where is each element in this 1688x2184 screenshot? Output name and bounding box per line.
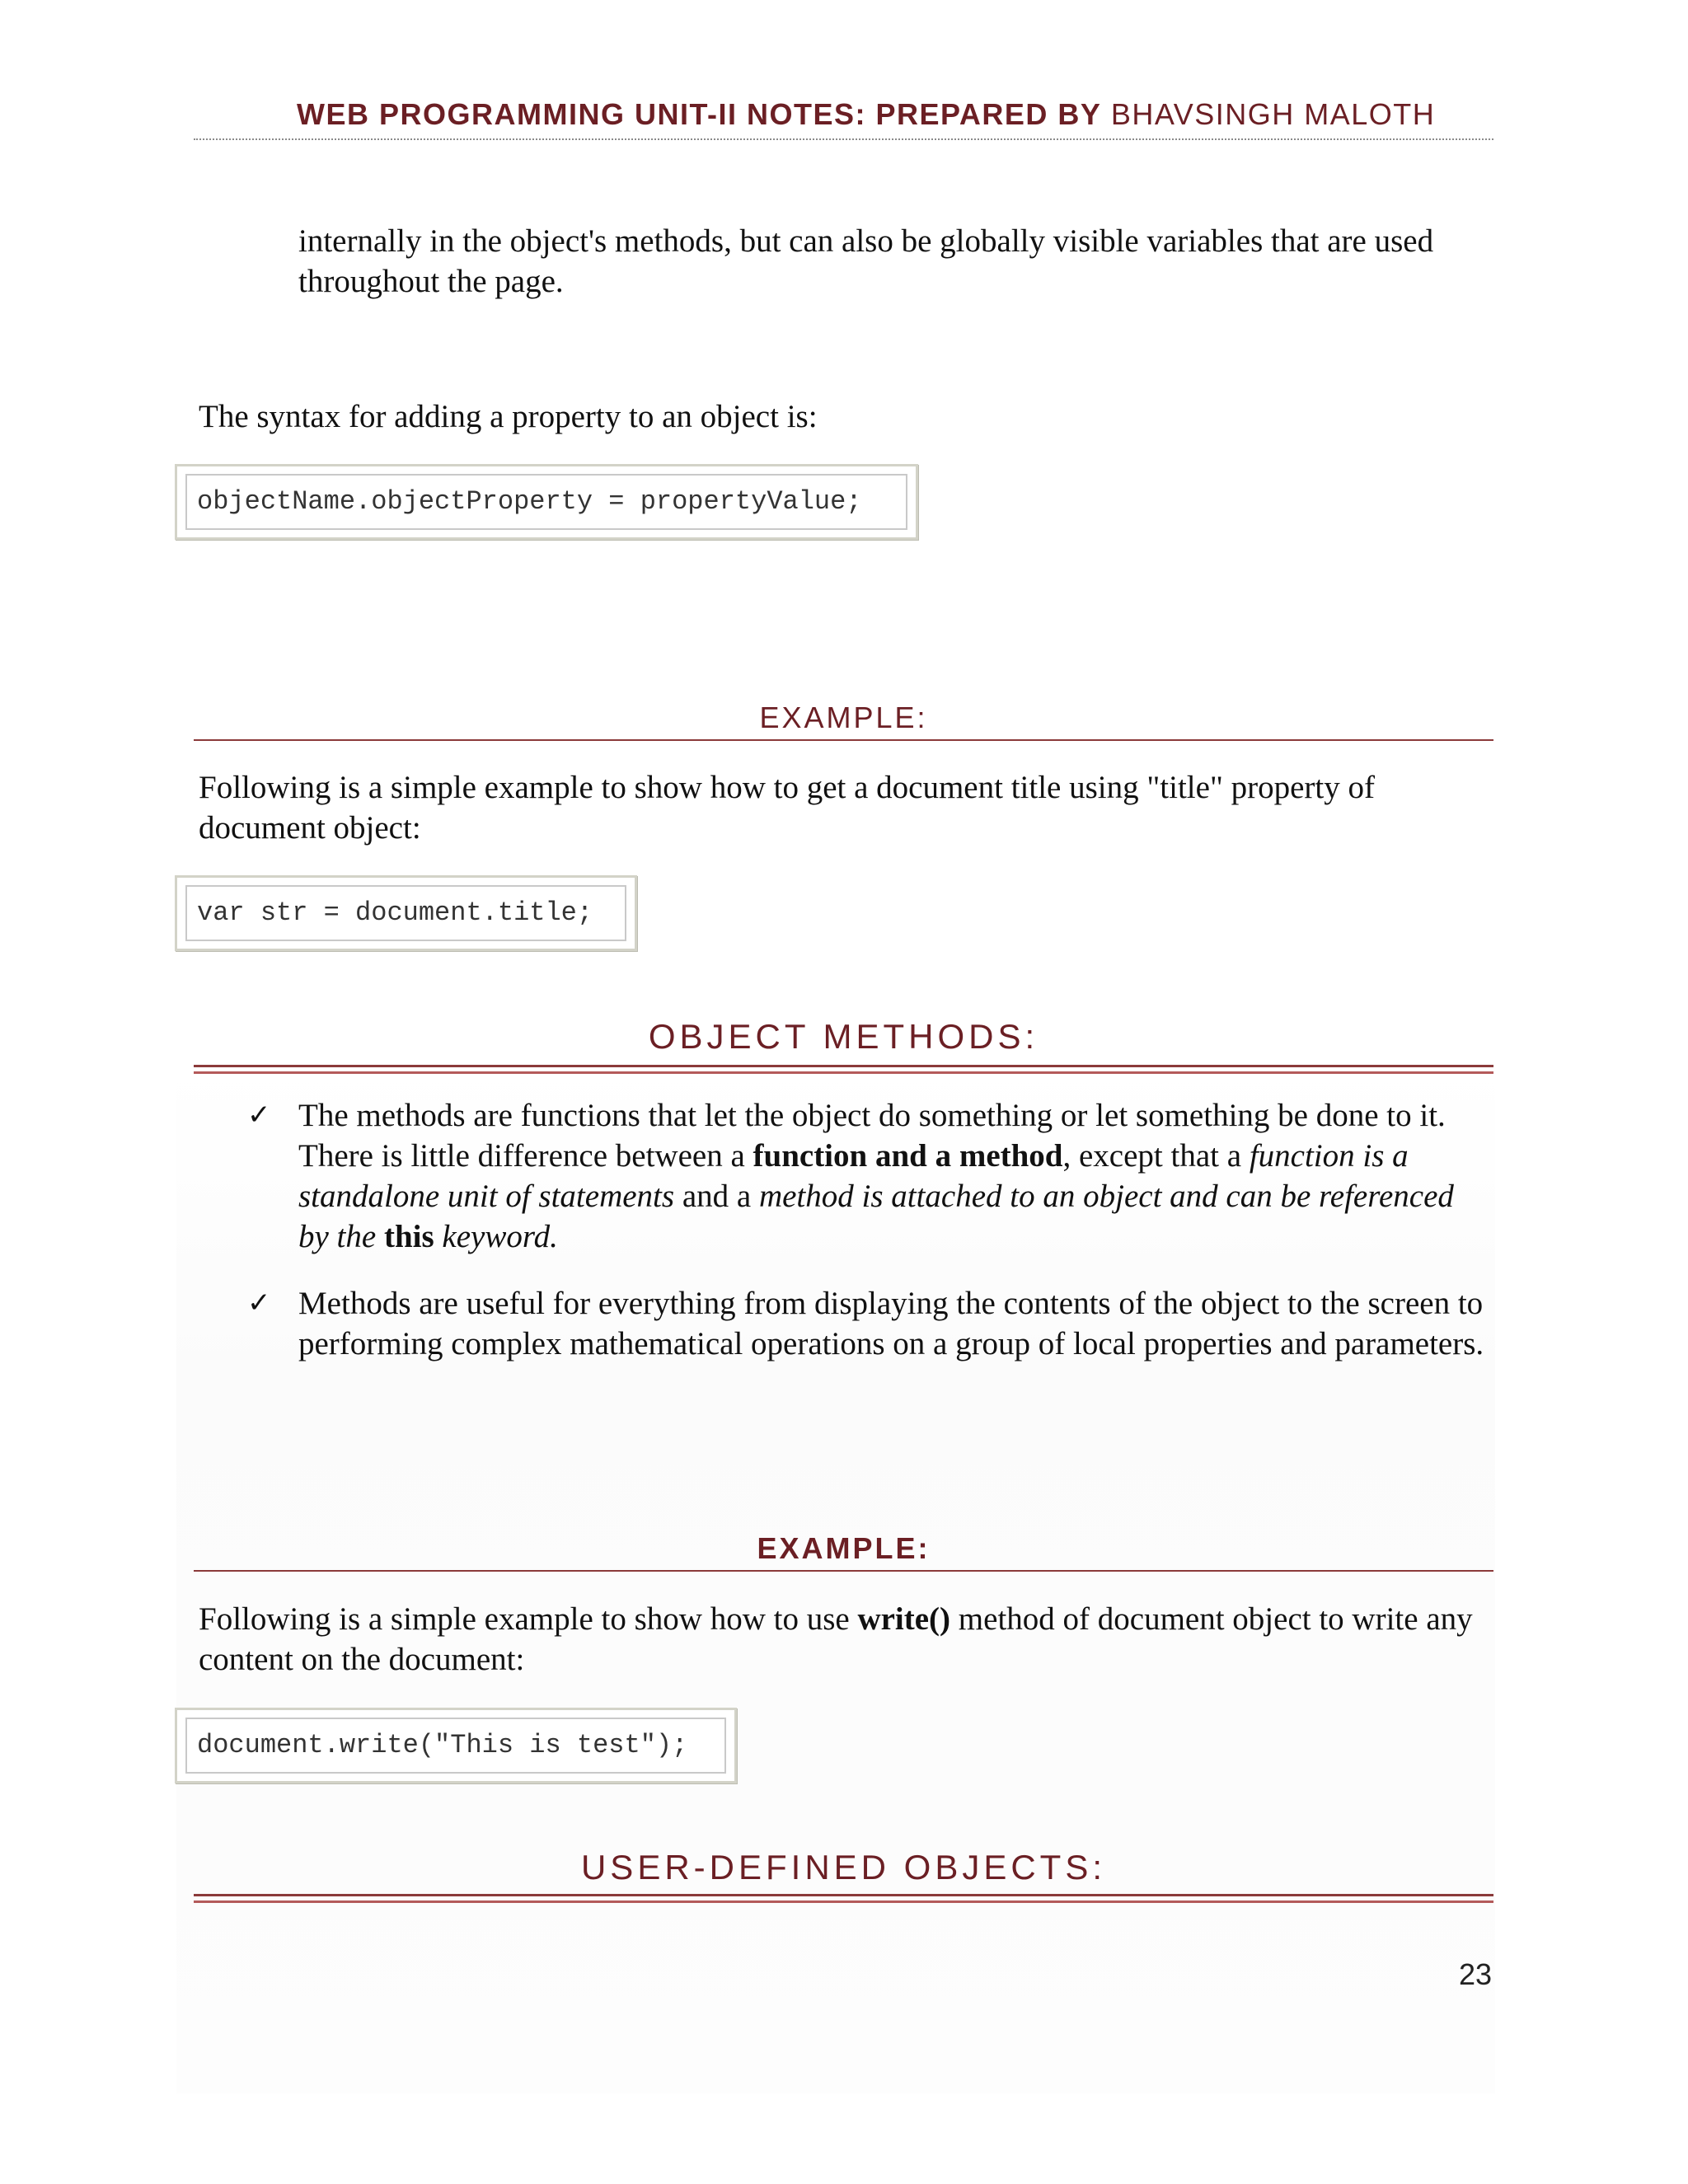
- bullet-italic-text: keyword.: [434, 1219, 558, 1254]
- code-text: document.write("This is test");: [185, 1718, 726, 1774]
- bullet-text: , except that a: [1062, 1138, 1250, 1174]
- list-item: [247, 1095, 1492, 1257]
- bullet-italic-text: method is attached to an object and can be referenced by the: [298, 1179, 1454, 1254]
- syntax-paragraph: The syntax for adding a property to an object is:: [199, 399, 818, 434]
- code-block-document-title: [175, 875, 637, 951]
- running-header: [297, 97, 1435, 132]
- checkmark-icon: ✓: [247, 1099, 271, 1132]
- methods-bullet-list: [247, 1095, 1492, 1390]
- paragraph-bold-text: write(): [857, 1601, 951, 1637]
- example-heading-1: EXAMPLE:: [759, 701, 928, 734]
- page-number: 23: [1458, 1957, 1492, 1991]
- intro-paragraph: internally in the object's methods, but can also be globally visible variables that are used throughout the page.: [298, 223, 1434, 299]
- heading-underline: [194, 1570, 1493, 1572]
- bullet-text: and a: [674, 1179, 759, 1214]
- code-block-document-write: [175, 1708, 737, 1783]
- header-author: BHAVSINGH MALOTH: [1110, 97, 1436, 131]
- user-defined-objects-heading: USER-DEFINED OBJECTS:: [580, 1848, 1107, 1886]
- paragraph-text: method of document object to write any content on the document:: [199, 1601, 1473, 1677]
- object-methods-heading: OBJECT METHODS:: [648, 1017, 1039, 1056]
- paragraph-text: Following is a simple example to show how to use: [199, 1601, 858, 1637]
- bullet-bold-text: this: [383, 1219, 434, 1254]
- bullet-bold-text: function and a method: [753, 1138, 1063, 1174]
- bullet-text: Methods are useful for everything from displaying the contents of the object to the screen to performing complex mathematical operations on a group of local properties and parameters.: [298, 1286, 1484, 1361]
- code-text: var str = document.title;: [185, 885, 626, 941]
- bullet-text: The methods are functions that let the object do something or let something be done to it. There is little difference between a: [298, 1098, 1446, 1174]
- example1-paragraph: Following is a simple example to show how to get a document title using "title" property of document object:: [199, 770, 1375, 846]
- code-block-property-syntax: [175, 464, 918, 540]
- header-title: WEB PROGRAMMING UNIT-II NOTES: PREPARED BY: [297, 97, 1102, 131]
- list-item: [247, 1283, 1492, 1364]
- header-divider: [194, 138, 1493, 140]
- heading-double-underline: [194, 1065, 1493, 1074]
- example2-paragraph: [199, 1599, 1484, 1680]
- example-heading-2: EXAMPLE:: [757, 1531, 931, 1565]
- checkmark-icon: ✓: [247, 1286, 271, 1319]
- heading-underline: [194, 739, 1493, 741]
- code-text: objectName.objectProperty = propertyValue;: [185, 474, 907, 530]
- heading-double-underline: [194, 1894, 1493, 1903]
- bullet-italic-text: function is a standalone unit of statements: [298, 1138, 1409, 1214]
